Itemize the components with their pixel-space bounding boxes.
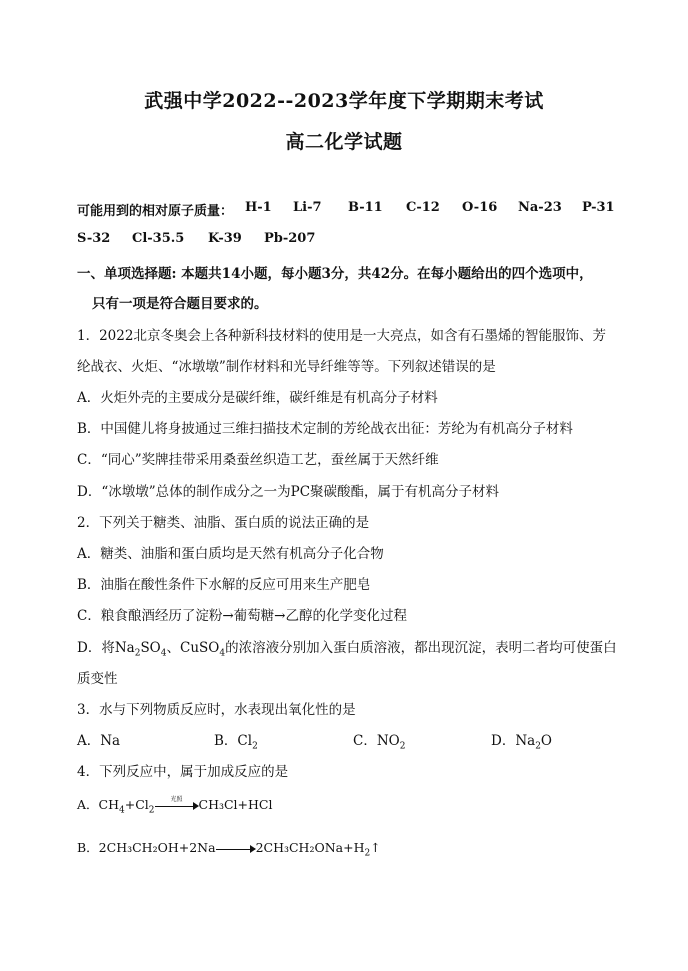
- reaction-condition-label: 光照: [170, 795, 183, 803]
- q1-stem-line-2: 纶战衣、火炬、“冰墩墩”制作材料和光导纤维等等。下列叙述错误的是: [77, 359, 496, 375]
- q3-b-subscript: 2: [252, 741, 258, 752]
- atomic-mass-item: Cl-35.5: [132, 231, 185, 246]
- q2-d-rest: 的浓溶液分别加入蛋白质溶液，都出现沉淀，表明二者均可使蛋白: [225, 640, 617, 656]
- q4-b-products: 2CH₃CH₂ONa+H: [255, 840, 365, 855]
- section-heading-line-1: 一、单项选择题: 本题共14小题，每小题3分，共42分。在每小题给出的四个选项中，: [77, 266, 593, 282]
- q1-option-c: C．“同心”奖牌挂带采用桑蚕丝织造工艺，蚕丝属于天然纤维: [77, 452, 439, 468]
- atomic-mass-row-2: [77, 231, 316, 246]
- q4-a-text: A．CH: [77, 797, 119, 812]
- q2-stem: 2．下列关于糖类、油脂、蛋白质的说法正确的是: [77, 515, 370, 531]
- q3-option-d: [491, 729, 552, 752]
- q4-b-subscript: 2: [364, 848, 371, 859]
- q2-option-a: A．糖类、油脂和蛋白质均是天然有机高分子化合物: [77, 546, 384, 562]
- section-heading-line-2: 只有一项是符合题目要求的。: [92, 296, 268, 312]
- q3-d-text: D．Na: [491, 733, 536, 749]
- q4-b-reactants: B．2CH₃CH₂OH+2Na: [77, 840, 216, 855]
- reaction-arrow-icon: [216, 844, 256, 854]
- q2-option-c: C．粮食酿酒经历了淀粉→葡萄糖→乙醇的化学变化过程: [77, 608, 407, 624]
- q3-option-b: [214, 729, 258, 752]
- q2-d-subscript: 4: [160, 648, 167, 659]
- q1-option-b: B．中国健儿将身披通过三维扫描技术定制的芳纶战衣出征：芳纶为有机高分子材料: [77, 421, 573, 437]
- atomic-mass-item: B-11: [348, 200, 383, 215]
- atomic-mass-item: C-12: [406, 200, 440, 215]
- exam-subtitle: 高二化学试题: [285, 131, 403, 153]
- atomic-mass-row-1: [77, 200, 615, 219]
- q4-option-b: [77, 838, 381, 859]
- reaction-arrow-icon: [155, 795, 199, 811]
- q4-a-products: CH₃Cl+HCl: [198, 797, 273, 812]
- q3-option-c: [353, 729, 405, 752]
- q2-d-formula-na: Na: [114, 640, 135, 656]
- q2-d-subscript: 4: [219, 648, 226, 659]
- q4-stem: 4．下列反应中，属于加成反应的是: [77, 764, 289, 780]
- atomic-mass-item: P-31: [582, 200, 615, 215]
- atomic-mass-item: Na-23: [518, 200, 562, 215]
- q4-a-subscript: 2: [148, 805, 155, 816]
- q2-d-subscript: 2: [134, 648, 141, 659]
- q3-b-text: B．Cl: [214, 733, 253, 749]
- q3-stem: 3．水与下列物质反应时，水表现出氧化性的是: [77, 702, 356, 718]
- atomic-mass-item: Pb-207: [264, 231, 316, 246]
- q3-d-text-end: O: [540, 733, 552, 749]
- atomic-mass-item: O-16: [462, 200, 498, 215]
- atomic-mass-item: H-1: [245, 200, 272, 215]
- q3-option-a: A．Na: [77, 733, 121, 749]
- q4-a-subscript: 4: [119, 805, 125, 816]
- q3-d-subscript: 2: [535, 741, 541, 752]
- q4-option-a: [77, 795, 273, 816]
- q2-option-b: B．油脂在酸性条件下水解的反应可用来生产肥皂: [77, 577, 371, 593]
- exam-title: 武强中学2022--2023学年度下学期期末考试: [144, 90, 544, 112]
- q2-option-d-line-2: 质变性: [77, 671, 118, 687]
- q1-stem-line-1: 1．2022北京冬奥会上各种新科技材料的使用是一大亮点，如含有石墨烯的智能服饰、芳: [77, 328, 606, 344]
- atomic-mass-item: K-39: [208, 231, 242, 246]
- q4-a-text-mid: +Cl: [124, 797, 149, 812]
- q2-d-prefix: D．将: [77, 640, 115, 656]
- atomic-mass-label: 可能用到的相对原子质量：: [77, 204, 234, 219]
- q1-option-a: A．火炬外壳的主要成分是碳纤维，碳纤维是有机高分子材料: [77, 390, 438, 406]
- q3-c-subscript: 2: [399, 741, 406, 752]
- atomic-mass-item: Li-7: [293, 200, 322, 215]
- q3-c-text: C．NO: [353, 733, 400, 749]
- q2-option-d: [77, 636, 617, 659]
- q2-d-formula-cuso: 、CuSO: [166, 640, 220, 656]
- gas-up-arrow-icon: ↑: [370, 840, 381, 855]
- q2-d-formula-so: SO: [140, 640, 161, 656]
- atomic-mass-item: S-32: [77, 231, 111, 246]
- q1-option-d: D．“冰墩墩”总体的制作成分之一为PC聚碳酸酯，属于有机高分子材料: [77, 484, 500, 500]
